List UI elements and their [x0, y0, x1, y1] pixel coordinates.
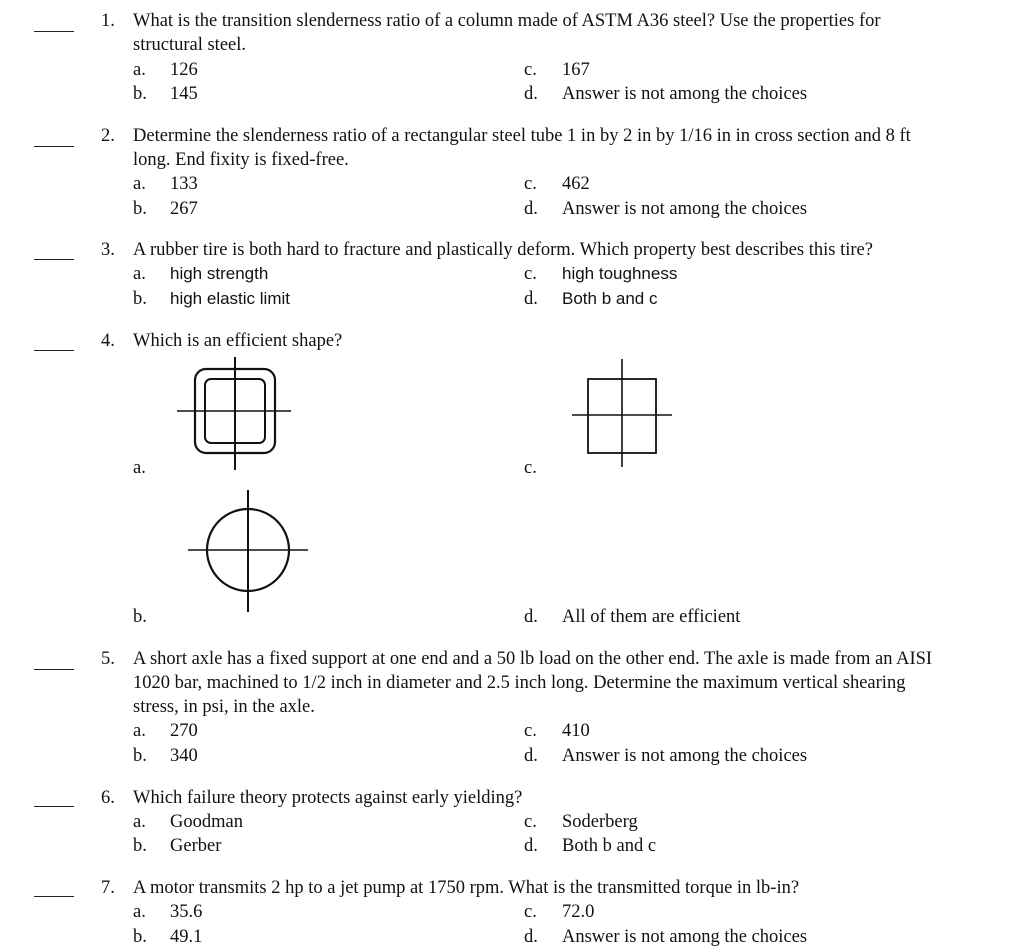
solid-square-shape[interactable] [570, 357, 674, 469]
option-letter: b. [133, 199, 147, 219]
question-number: 7. [101, 878, 115, 898]
question-stem-line: structural steel. [133, 35, 247, 55]
option-letter: a. [133, 721, 146, 741]
option-c-text: 167 [562, 60, 590, 80]
question-stem-line: Which is an efficient shape? [133, 331, 343, 351]
option-d-text: Answer is not among the choices [562, 927, 808, 947]
solid-circle-shape[interactable] [186, 488, 310, 612]
question-stem-line: long. End fixity is fixed-free. [133, 150, 349, 170]
question-number: 5. [101, 649, 115, 669]
question-number: 3. [101, 240, 115, 260]
option-letter: c. [524, 264, 537, 284]
question-stem-line: Determine the slenderness ratio of a rectangular steel tube 1 in by 2 in by 1/16 in in cross section and 8 ft [133, 126, 911, 146]
hollow-square-tube-shape[interactable] [175, 355, 295, 473]
option-a-text: high strength [170, 264, 269, 283]
answer-blank[interactable] [34, 259, 74, 260]
option-letter: a. [133, 60, 146, 80]
answer-blank[interactable] [34, 896, 74, 897]
option-d-text: Answer is not among the choices [562, 746, 808, 766]
option-b-text: high elastic limit [170, 289, 290, 308]
question-stem-line: stress, in psi, in the axle. [133, 697, 315, 717]
option-letter: b. [133, 836, 147, 856]
option-letter: d. [524, 199, 538, 219]
question-stem-line: A motor transmits 2 hp to a jet pump at 1750 rpm. What is the transmitted torque in lb-in? [133, 878, 800, 898]
question-stem-line: Which failure theory protects against early yielding? [133, 788, 523, 808]
option-c-text: 462 [562, 174, 590, 194]
option-letter: c. [524, 174, 537, 194]
option-c-text: 410 [562, 721, 590, 741]
question-stem-line: A short axle has a fixed support at one end and a 50 lb load on the other end. The axle is made from an AISI [133, 649, 933, 669]
option-letter: a. [133, 902, 146, 922]
option-letter: b. [133, 607, 147, 627]
option-letter: d. [524, 607, 538, 627]
option-b-text: 145 [170, 84, 198, 104]
option-a-text: Goodman [170, 812, 243, 832]
question-stem-line: A rubber tire is both hard to fracture and plastically deform. Which property best describes this tire? [133, 240, 873, 260]
question-stem-line: What is the transition slenderness ratio of a column made of ASTM A36 steel? Use the properties for [133, 11, 881, 31]
option-letter: d. [524, 927, 538, 947]
question-stem-line: 1020 bar, machined to 1/2 inch in diameter and 2.5 inch long. Determine the maximum vertical shearing [133, 673, 906, 693]
option-letter: b. [133, 84, 147, 104]
option-d-text: Answer is not among the choices [562, 84, 808, 104]
option-letter: d. [524, 836, 538, 856]
option-letter: a. [133, 812, 146, 832]
answer-blank[interactable] [34, 806, 74, 807]
question-number: 1. [101, 11, 115, 31]
option-letter: a. [133, 264, 146, 284]
option-c-text: high toughness [562, 264, 678, 283]
option-letter: d. [524, 289, 538, 309]
option-letter: a. [133, 458, 146, 478]
option-a-text: 35.6 [170, 902, 203, 922]
answer-blank[interactable] [34, 146, 74, 147]
option-b-text: Gerber [170, 836, 222, 856]
option-letter: c. [524, 812, 537, 832]
option-letter: c. [524, 902, 537, 922]
option-letter: a. [133, 174, 146, 194]
option-letter: c. [524, 60, 537, 80]
option-letter: b. [133, 746, 147, 766]
option-letter: c. [524, 458, 537, 478]
option-d-text: Both b and c [562, 836, 657, 856]
option-b-text: 267 [170, 199, 198, 219]
option-letter: d. [524, 746, 538, 766]
option-letter: b. [133, 927, 147, 947]
question-number: 4. [101, 331, 115, 351]
option-a-text: 133 [170, 174, 198, 194]
option-d-text: Answer is not among the choices [562, 199, 808, 219]
answer-blank[interactable] [34, 31, 74, 32]
option-d-text: All of them are efficient [562, 607, 741, 627]
option-letter: b. [133, 289, 147, 309]
question-number: 2. [101, 126, 115, 146]
question-number: 6. [101, 788, 115, 808]
option-d-text: Both b and c [562, 289, 658, 308]
option-c-text: 72.0 [562, 902, 595, 922]
option-b-text: 340 [170, 746, 198, 766]
option-letter: c. [524, 721, 537, 741]
option-b-text: 49.1 [170, 927, 203, 947]
option-a-text: 270 [170, 721, 198, 741]
answer-blank[interactable] [34, 350, 74, 351]
option-letter: d. [524, 84, 538, 104]
option-c-text: Soderberg [562, 812, 638, 832]
answer-blank[interactable] [34, 669, 74, 670]
option-a-text: 126 [170, 60, 198, 80]
